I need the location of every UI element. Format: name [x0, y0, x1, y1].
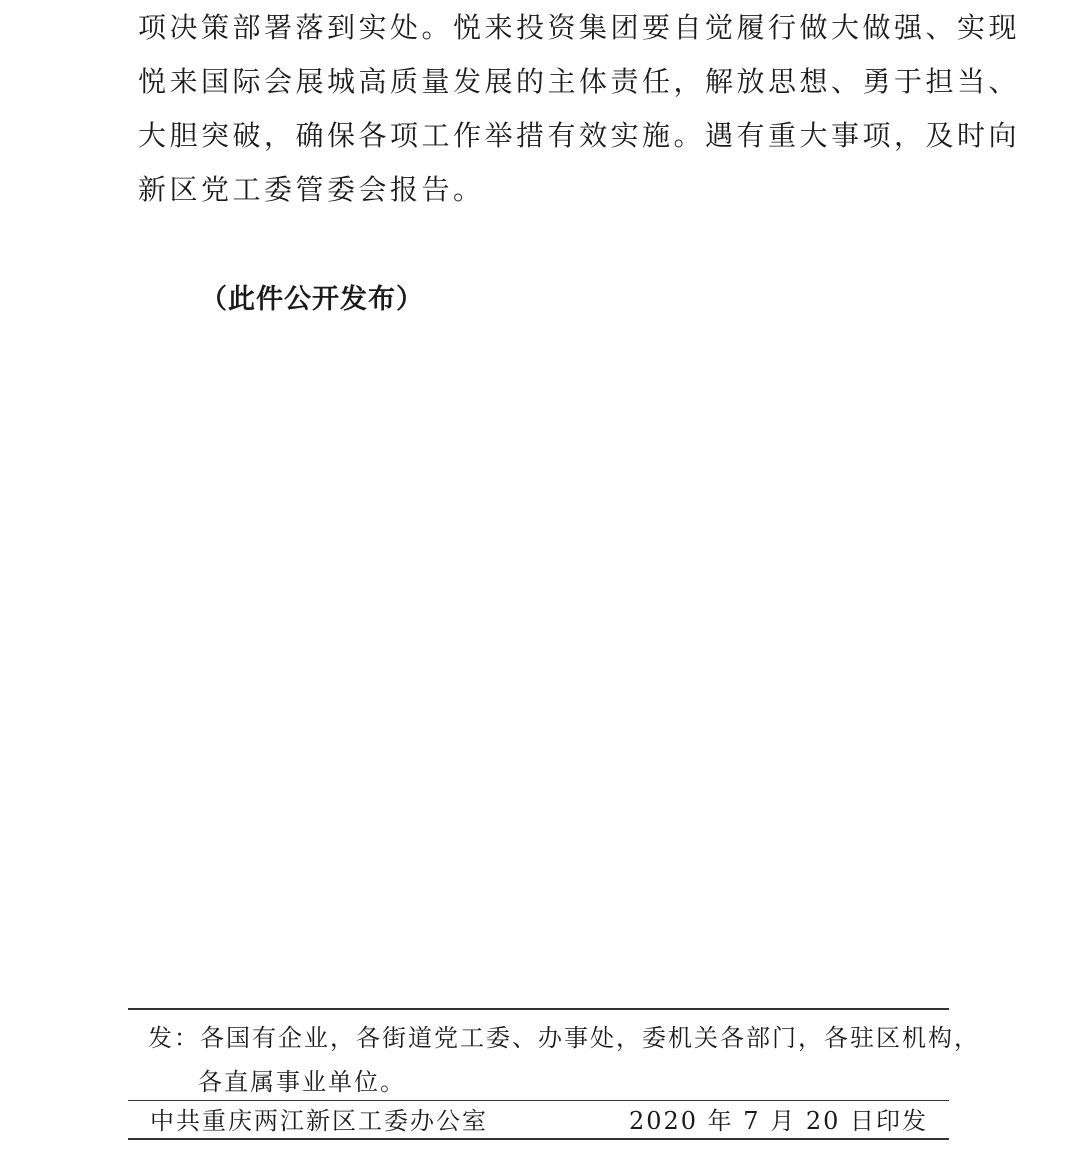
distribution-line-2: 各直属事业单位。 [198, 1068, 406, 1096]
divider-middle [128, 1100, 949, 1101]
body-line-1: 项决策部署落到实处。悦来投资集团要自觉履行做大做强、实现 [138, 11, 1021, 44]
body-line-4: 新区党工委管委会报告。 [138, 173, 485, 206]
body-line-3: 大胆突破，确保各项工作举措有效实施。遇有重大事项，及时向 [138, 119, 1021, 152]
divider-bottom [128, 1138, 949, 1140]
public-release-notice: （此件公开发布） [200, 284, 424, 315]
divider-top [128, 1008, 949, 1010]
body-line-2: 悦来国际会展城高质量发展的主体责任，解放思想、勇于担当、 [138, 65, 1021, 98]
issuer-name: 中共重庆两江新区工委办公室 [150, 1107, 488, 1135]
issue-date: 2020 年 7 月 20 日印发 [628, 1107, 928, 1135]
distribution-line-1: 发：各国有企业，各街道党工委、办事处，委机关各部门，各驻区机构， [148, 1024, 980, 1052]
